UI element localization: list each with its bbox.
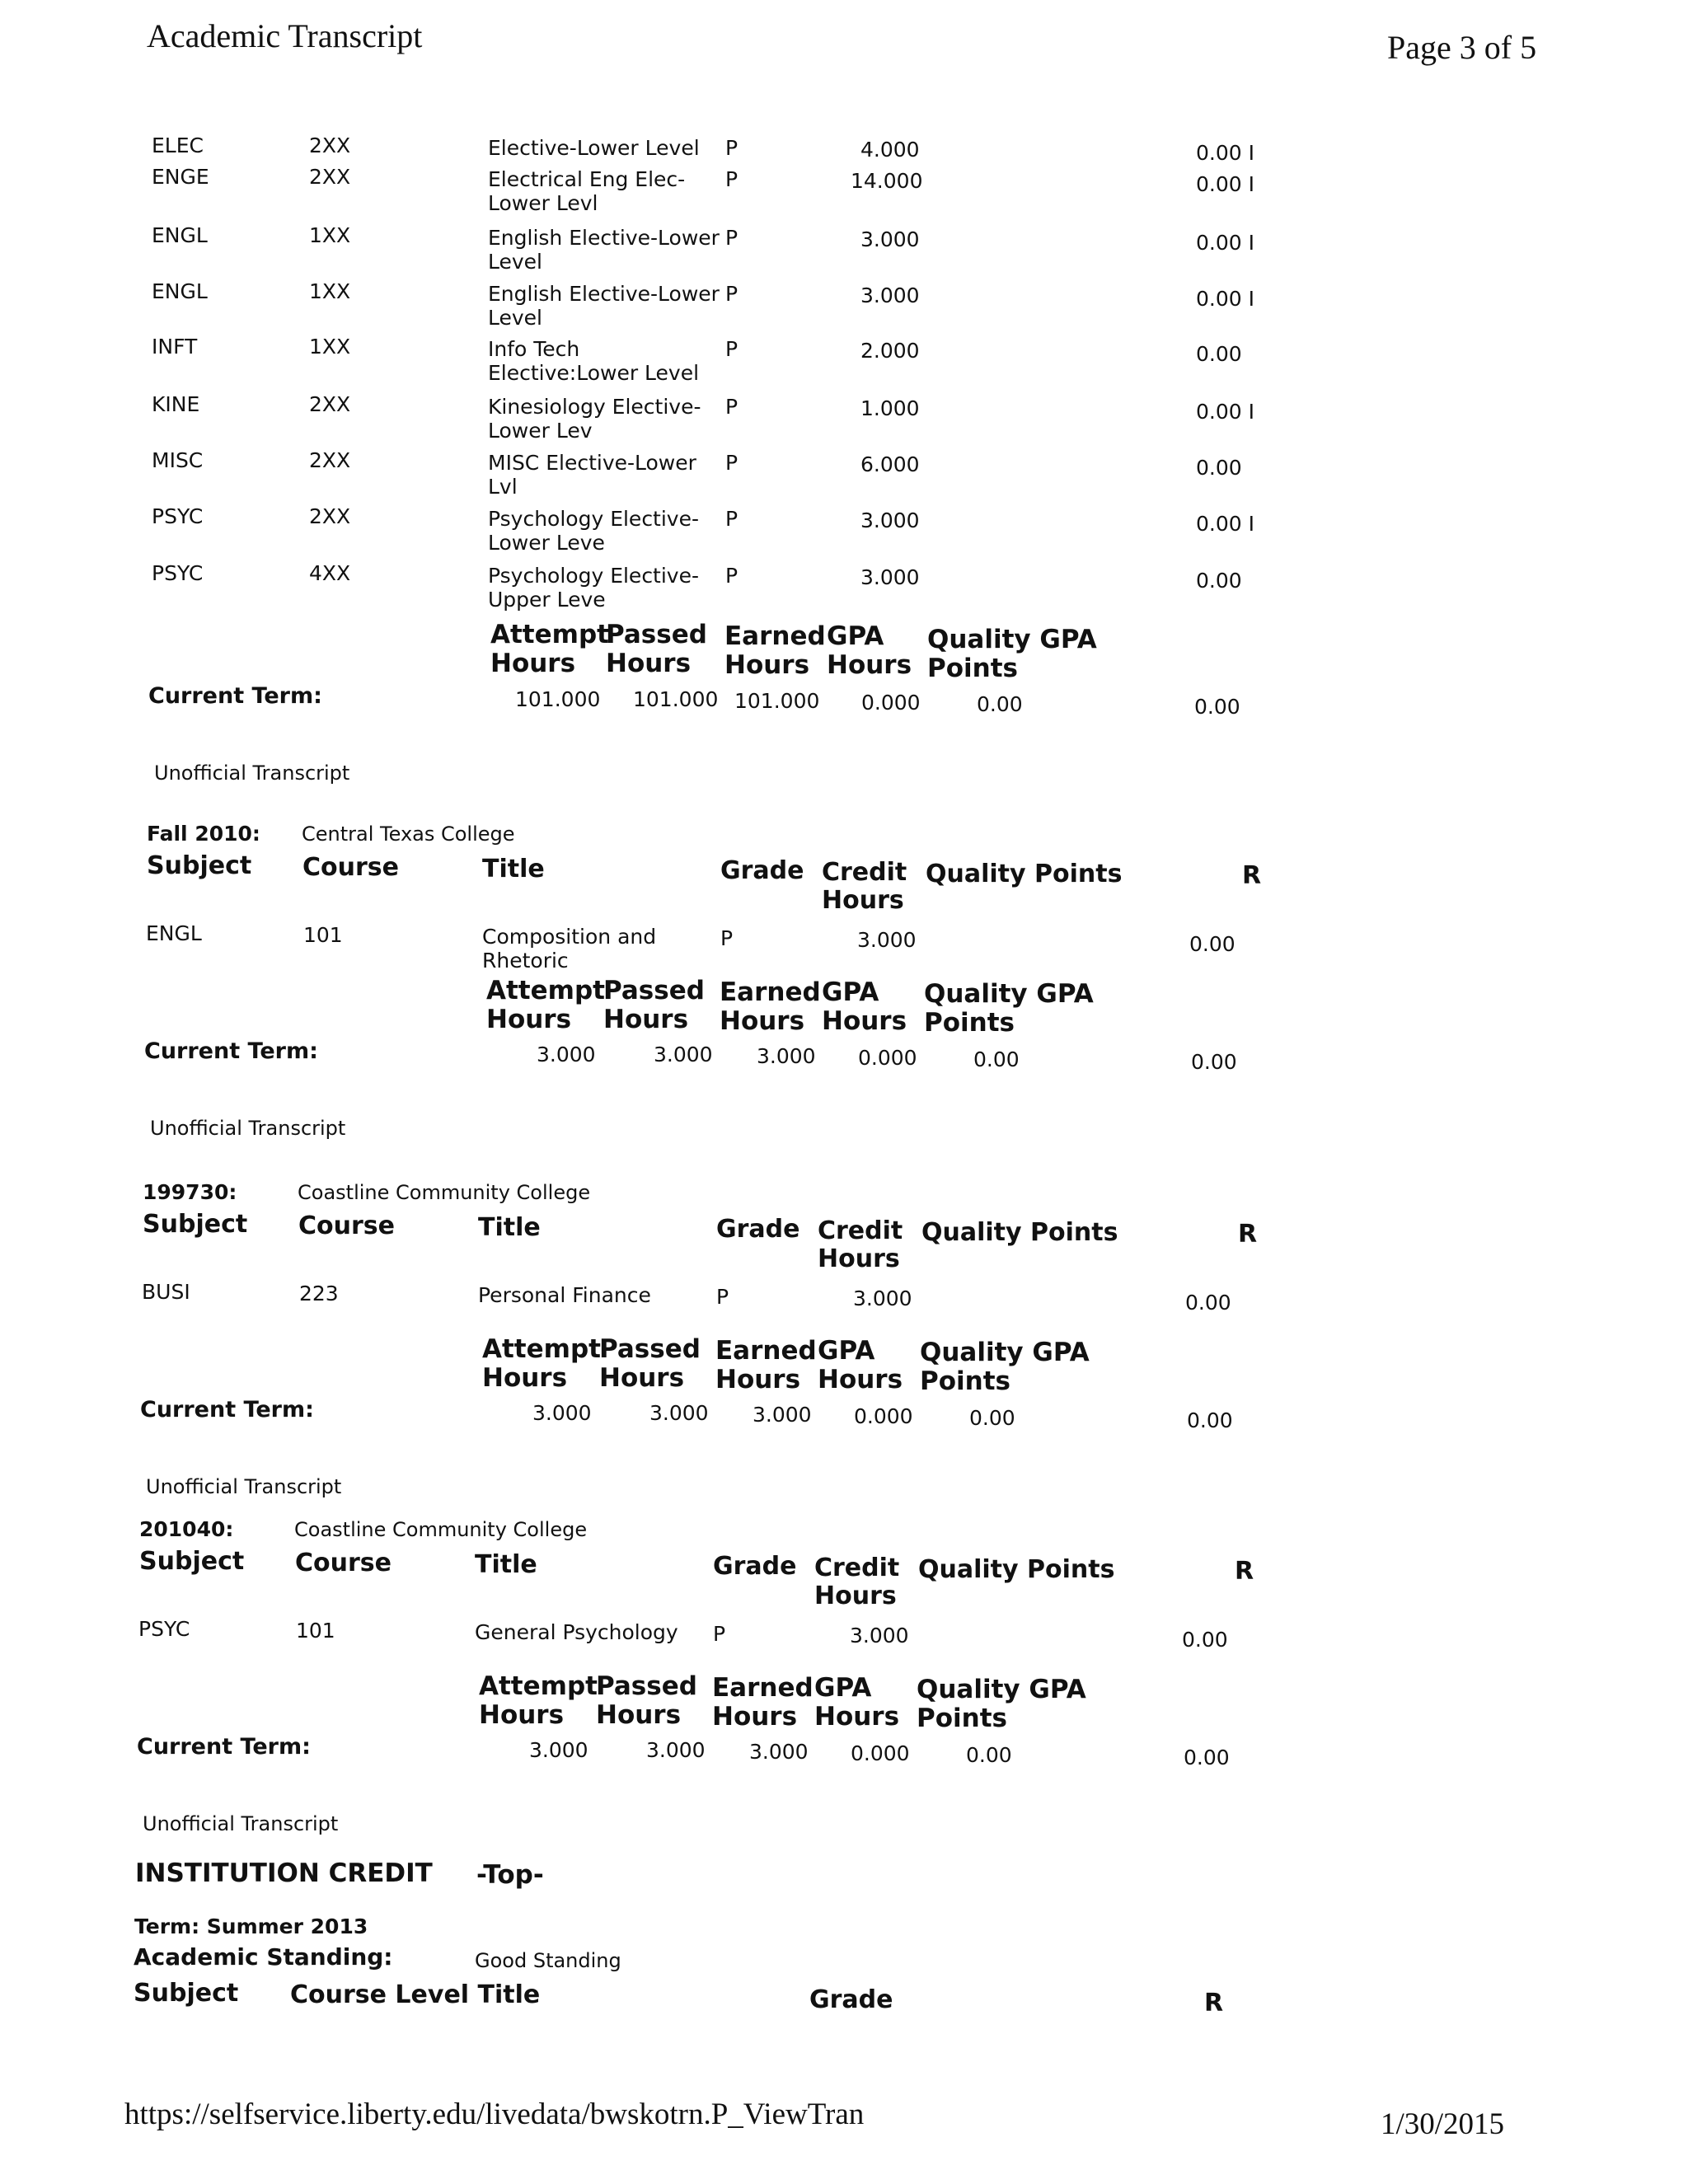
course-title-line: Lower Levl bbox=[488, 191, 598, 215]
institution-name: Coastline Community College bbox=[294, 1518, 588, 1541]
earned-hours-header-line: Hours bbox=[720, 1006, 805, 1036]
course-r-value: 0.00 I bbox=[1196, 172, 1254, 196]
quality-points-value: 0.00 bbox=[966, 1743, 1012, 1767]
course-r-value: 0.00 I bbox=[1196, 141, 1254, 165]
earned-hours-header-line: Earned bbox=[712, 1673, 814, 1703]
course-title bbox=[488, 282, 720, 330]
gpa-hours-header-line: GPA bbox=[818, 1336, 875, 1366]
institution-name: Central Texas College bbox=[302, 823, 515, 846]
term-label: Term: Summer 2013 bbox=[134, 1915, 368, 1938]
earned-hours-header bbox=[720, 978, 821, 1036]
course-title bbox=[482, 925, 656, 972]
attempt-hours-header-line: Hours bbox=[482, 1363, 568, 1393]
title-header: Title bbox=[475, 1550, 537, 1579]
attempt-hours-value: 101.000 bbox=[515, 687, 601, 711]
passed-hours-header: Passed Hours bbox=[606, 620, 707, 678]
course-title-line: Elective:Lower Level bbox=[488, 361, 700, 385]
quality-gpa-header-line: Points bbox=[924, 1008, 1015, 1038]
institution-credit-heading: INSTITUTION CREDIT bbox=[135, 1858, 433, 1888]
course-number: 1XX bbox=[309, 223, 351, 247]
quality-gpa-header-line: Quality GPA bbox=[917, 1675, 1086, 1704]
passed-hours-value: 3.000 bbox=[646, 1738, 706, 1762]
course-number: 2XX bbox=[309, 165, 351, 189]
course-credit-hours: 3.000 bbox=[857, 928, 917, 952]
quality-points-value: 0.00 bbox=[969, 1406, 1015, 1430]
gpa-hours-header bbox=[818, 1337, 903, 1394]
title-header: Title bbox=[482, 855, 545, 883]
attempt-hours-header-line: Attempt bbox=[486, 976, 605, 1005]
course-subject: ENGL bbox=[146, 921, 202, 945]
course-title bbox=[488, 337, 699, 385]
course-title bbox=[475, 1620, 678, 1644]
academic-standing-value: Good Standing bbox=[475, 1949, 621, 1972]
gpa-value: 0.00 bbox=[1194, 695, 1240, 719]
course-number: 4XX bbox=[309, 561, 351, 585]
course-title-line: Electrical Eng Elec- bbox=[488, 167, 686, 191]
course-title-line: Level bbox=[488, 306, 542, 330]
earned-hours-header bbox=[712, 1674, 814, 1732]
course-subject: ENGL bbox=[152, 279, 208, 303]
course-title-line: Psychology Elective- bbox=[488, 564, 700, 588]
passed-hours-header-line: Hours bbox=[596, 1700, 682, 1730]
unofficial-transcript-label: Unofficial Transcript bbox=[150, 1117, 346, 1140]
course-grade: P bbox=[725, 282, 738, 306]
credit-header-line: Credit bbox=[814, 1554, 900, 1582]
course-credit-hours: 3.000 bbox=[860, 509, 920, 532]
earned-hours-header: Earned Hours bbox=[724, 621, 826, 680]
course-r-value: 0.00 I bbox=[1196, 400, 1254, 424]
attempt-hours-header bbox=[479, 1672, 598, 1730]
credit-header-line: Hours bbox=[822, 886, 904, 915]
passed-hours-header-line: Passed bbox=[603, 976, 705, 1005]
quality-gpa-header-line: Points bbox=[917, 1704, 1007, 1733]
passed-hours-header bbox=[603, 977, 705, 1034]
quality-gpa-header bbox=[917, 1675, 1086, 1733]
course-title bbox=[478, 1283, 651, 1307]
course-grade: P bbox=[725, 226, 738, 250]
credit-hours-header bbox=[814, 1554, 899, 1610]
course-number: 2XX bbox=[309, 392, 351, 416]
course-title bbox=[488, 507, 699, 555]
course-title bbox=[488, 226, 720, 274]
course-title bbox=[488, 167, 685, 215]
course-title-line: Level bbox=[488, 250, 542, 274]
gpa-hours-header bbox=[822, 978, 907, 1036]
course-number: 1XX bbox=[309, 279, 351, 303]
academic-standing-label: Academic Standing: bbox=[134, 1943, 393, 1971]
grade-header: Grade bbox=[809, 1985, 893, 2014]
quality-gpa-header-line: Quality GPA bbox=[920, 1338, 1090, 1367]
unofficial-transcript-label: Unofficial Transcript bbox=[143, 1812, 339, 1835]
course-subject: MISC bbox=[152, 448, 204, 472]
course-title-line: English Elective-Lower bbox=[488, 226, 720, 250]
attempt-hours-header-line: Attempt bbox=[479, 1671, 598, 1701]
gpa-hours-header-line: Hours bbox=[814, 1702, 900, 1732]
course-header: Course bbox=[302, 853, 399, 882]
course-title-line: Lower Lev bbox=[488, 419, 593, 443]
footer-url[interactable]: https://selfservice.liberty.edu/livedata/bwskotrn.P_ViewTran bbox=[124, 2097, 865, 2131]
gpa-hours-value: 0.000 bbox=[858, 1046, 917, 1070]
current-term-label: Current Term: bbox=[140, 1397, 314, 1422]
attempt-hours-header bbox=[482, 1335, 601, 1393]
footer-date: 1/30/2015 bbox=[1381, 2107, 1505, 2141]
course-credit-hours: 2.000 bbox=[860, 339, 920, 363]
subject-header: Subject bbox=[139, 1547, 245, 1576]
term-label: 199730: bbox=[143, 1180, 237, 1204]
grade-header: Grade bbox=[716, 1215, 800, 1244]
course-title bbox=[488, 395, 701, 443]
course-subject: PSYC bbox=[152, 504, 204, 528]
course-subject: PSYC bbox=[152, 561, 204, 585]
course-title-line: Rhetoric bbox=[482, 949, 569, 972]
course-credit-hours: 3.000 bbox=[860, 227, 920, 251]
title-header: Title bbox=[478, 1213, 541, 1242]
course-r-value: 0.00 bbox=[1196, 342, 1242, 366]
earned-hours-value: 3.000 bbox=[749, 1740, 809, 1764]
course-r-value: 0.00 bbox=[1185, 1291, 1231, 1315]
term-label: 201040: bbox=[139, 1517, 234, 1541]
course-credit-hours: 6.000 bbox=[860, 452, 920, 476]
page-number: Page 3 of 5 bbox=[1387, 29, 1537, 66]
course-number: 2XX bbox=[309, 504, 351, 528]
course-number: 2XX bbox=[309, 134, 351, 157]
passed-hours-header-line: Passed bbox=[596, 1671, 697, 1701]
gpa-hours-value: 0.000 bbox=[851, 1741, 910, 1765]
r-header: R bbox=[1204, 1989, 1224, 2018]
passed-hours-header-line: Passed bbox=[599, 1334, 701, 1364]
course-subject: ENGL bbox=[152, 223, 208, 247]
course-grade: P bbox=[725, 136, 738, 160]
quality-gpa-header: Quality GPA Points bbox=[927, 625, 1097, 683]
term-label: Fall 2010: bbox=[147, 822, 260, 846]
current-term-label: Current Term: bbox=[144, 1038, 318, 1064]
gpa-hours-value: 0.000 bbox=[861, 691, 921, 715]
attempt-hours-header bbox=[486, 977, 605, 1034]
course-credit-hours: 14.000 bbox=[851, 169, 923, 193]
r-header: R bbox=[1242, 861, 1262, 890]
course-number: 1XX bbox=[309, 335, 351, 359]
course-title-line: Kinesiology Elective- bbox=[488, 395, 701, 419]
r-header: R bbox=[1238, 1220, 1258, 1249]
gpa-value: 0.00 bbox=[1191, 1050, 1237, 1074]
subject-header: Subject bbox=[147, 851, 252, 880]
course-title bbox=[488, 451, 696, 499]
quality-points-value: 0.00 bbox=[973, 1047, 1020, 1071]
course-subject: KINE bbox=[152, 392, 200, 416]
attempt-hours-header-line: Attempt bbox=[482, 1334, 601, 1364]
subject-header: Subject bbox=[134, 1979, 239, 2008]
course-subject: BUSI bbox=[142, 1280, 190, 1304]
attempt-hours-header-line: Hours bbox=[479, 1700, 565, 1730]
course-credit-hours: 3.000 bbox=[860, 565, 920, 589]
current-term-label: Current Term: bbox=[137, 1734, 311, 1760]
course-title-line: Psychology Elective- bbox=[488, 507, 700, 531]
subject-header: Subject bbox=[143, 1210, 248, 1239]
course-number: 223 bbox=[299, 1282, 339, 1305]
top-link[interactable]: -Top- bbox=[476, 1860, 544, 1890]
course-title-line: MISC Elective-Lower bbox=[488, 451, 696, 475]
course-title-line: Personal Finance bbox=[478, 1283, 651, 1307]
course-subject: PSYC bbox=[138, 1617, 190, 1641]
passed-hours-header-line: Hours bbox=[599, 1363, 685, 1393]
quality-gpa-header bbox=[924, 980, 1094, 1038]
credit-header-line: Hours bbox=[818, 1244, 900, 1273]
gpa-hours-header-line: GPA bbox=[822, 977, 879, 1007]
earned-hours-value: 3.000 bbox=[757, 1044, 816, 1068]
passed-hours-header bbox=[599, 1335, 701, 1393]
gpa-hours-header-line: GPA bbox=[814, 1673, 872, 1703]
passed-hours-value: 3.000 bbox=[649, 1401, 709, 1425]
course-credit-hours: 1.000 bbox=[860, 396, 920, 420]
passed-hours-value: 101.000 bbox=[633, 687, 719, 711]
earned-hours-header-line: Hours bbox=[712, 1702, 798, 1732]
course-r-value: 0.00 bbox=[1182, 1628, 1228, 1652]
quality-points-value: 0.00 bbox=[977, 692, 1023, 716]
course-credit-hours: 3.000 bbox=[853, 1286, 912, 1310]
course-title-line: Lvl bbox=[488, 475, 518, 499]
gpa-hours-header-line: Hours bbox=[822, 1006, 907, 1036]
course-level-title-header: Course Level Title bbox=[290, 1980, 541, 2009]
attempt-hours-value: 3.000 bbox=[529, 1738, 588, 1762]
course-title-line: English Elective-Lower bbox=[488, 282, 720, 306]
quality-gpa-header-line: Points bbox=[920, 1366, 1010, 1396]
attempt-hours-value: 3.000 bbox=[532, 1401, 592, 1425]
course-number: 2XX bbox=[309, 448, 351, 472]
gpa-hours-header-line: Hours bbox=[818, 1365, 903, 1394]
quality-points-header: Quality Points bbox=[918, 1555, 1115, 1584]
earned-hours-value: 101.000 bbox=[734, 689, 820, 713]
course-r-value: 0.00 I bbox=[1196, 287, 1254, 311]
gpa-value: 0.00 bbox=[1187, 1408, 1233, 1432]
gpa-hours-value: 0.000 bbox=[854, 1404, 913, 1428]
course-subject: ENGE bbox=[152, 165, 209, 189]
institution-name: Coastline Community College bbox=[298, 1181, 591, 1204]
course-credit-hours: 4.000 bbox=[860, 138, 920, 162]
course-title-line: General Psychology bbox=[475, 1620, 678, 1644]
course-header: Course bbox=[298, 1212, 395, 1240]
credit-hours-header bbox=[818, 1217, 903, 1273]
course-title-line: Lower Leve bbox=[488, 531, 605, 555]
grade-header: Grade bbox=[720, 856, 804, 885]
earned-hours-header-line: Earned bbox=[720, 977, 821, 1007]
course-grade: P bbox=[720, 926, 734, 950]
course-title bbox=[488, 136, 700, 160]
course-r-value: 0.00 I bbox=[1196, 231, 1254, 255]
attempt-hours-value: 3.000 bbox=[537, 1043, 596, 1066]
course-credit-hours: 3.000 bbox=[860, 284, 920, 307]
course-subject: ELEC bbox=[152, 134, 204, 157]
course-title-line: Info Tech bbox=[488, 337, 580, 361]
course-number: 101 bbox=[296, 1619, 335, 1643]
quality-gpa-header-line: Quality GPA bbox=[924, 979, 1094, 1009]
course-grade: P bbox=[725, 395, 738, 419]
course-grade: P bbox=[725, 167, 738, 191]
gpa-value: 0.00 bbox=[1184, 1746, 1230, 1769]
course-title bbox=[488, 564, 699, 612]
course-r-value: 0.00 bbox=[1196, 569, 1242, 593]
credit-header-line: Hours bbox=[814, 1582, 897, 1610]
current-term-label: Current Term: bbox=[148, 683, 322, 709]
course-credit-hours: 3.000 bbox=[850, 1624, 909, 1647]
gpa-hours-header: GPA Hours bbox=[827, 621, 912, 680]
unofficial-transcript-label: Unofficial Transcript bbox=[146, 1475, 342, 1498]
course-grade: P bbox=[725, 337, 738, 361]
earned-hours-header bbox=[715, 1337, 817, 1394]
course-subject: INFT bbox=[152, 335, 198, 359]
passed-hours-header bbox=[596, 1672, 697, 1730]
course-title-line: Composition and bbox=[482, 925, 657, 949]
course-r-value: 0.00 bbox=[1196, 456, 1242, 480]
course-grade: P bbox=[725, 451, 738, 475]
credit-header-line: Credit bbox=[818, 1216, 903, 1245]
course-title-line: Upper Leve bbox=[488, 588, 606, 612]
course-grade: P bbox=[725, 507, 738, 531]
attempt-hours-header-line: Hours bbox=[486, 1005, 572, 1034]
credit-hours-header bbox=[822, 859, 907, 915]
grade-header: Grade bbox=[713, 1552, 797, 1581]
document-title: Academic Transcript bbox=[147, 17, 423, 54]
quality-gpa-header bbox=[920, 1338, 1090, 1396]
quality-points-header: Quality Points bbox=[926, 860, 1123, 888]
course-number: 101 bbox=[303, 923, 343, 947]
earned-hours-header-line: Earned bbox=[715, 1336, 817, 1366]
passed-hours-header-line: Hours bbox=[603, 1005, 689, 1034]
attempt-hours-header: Attempt Hours bbox=[490, 620, 609, 678]
course-r-value: 0.00 bbox=[1189, 932, 1236, 956]
unofficial-transcript-label: Unofficial Transcript bbox=[154, 762, 350, 785]
course-title-line: Elective-Lower Level bbox=[488, 136, 700, 160]
quality-points-header: Quality Points bbox=[921, 1218, 1118, 1247]
course-grade: P bbox=[713, 1622, 726, 1646]
credit-header-line: Credit bbox=[822, 858, 907, 887]
earned-hours-header-line: Hours bbox=[715, 1365, 801, 1394]
course-grade: P bbox=[725, 564, 738, 588]
course-header: Course bbox=[295, 1549, 392, 1577]
passed-hours-value: 3.000 bbox=[654, 1043, 713, 1066]
course-r-value: 0.00 I bbox=[1196, 512, 1254, 536]
gpa-hours-header bbox=[814, 1674, 899, 1732]
earned-hours-value: 3.000 bbox=[753, 1403, 812, 1427]
course-grade: P bbox=[716, 1285, 729, 1309]
r-header: R bbox=[1235, 1557, 1254, 1586]
